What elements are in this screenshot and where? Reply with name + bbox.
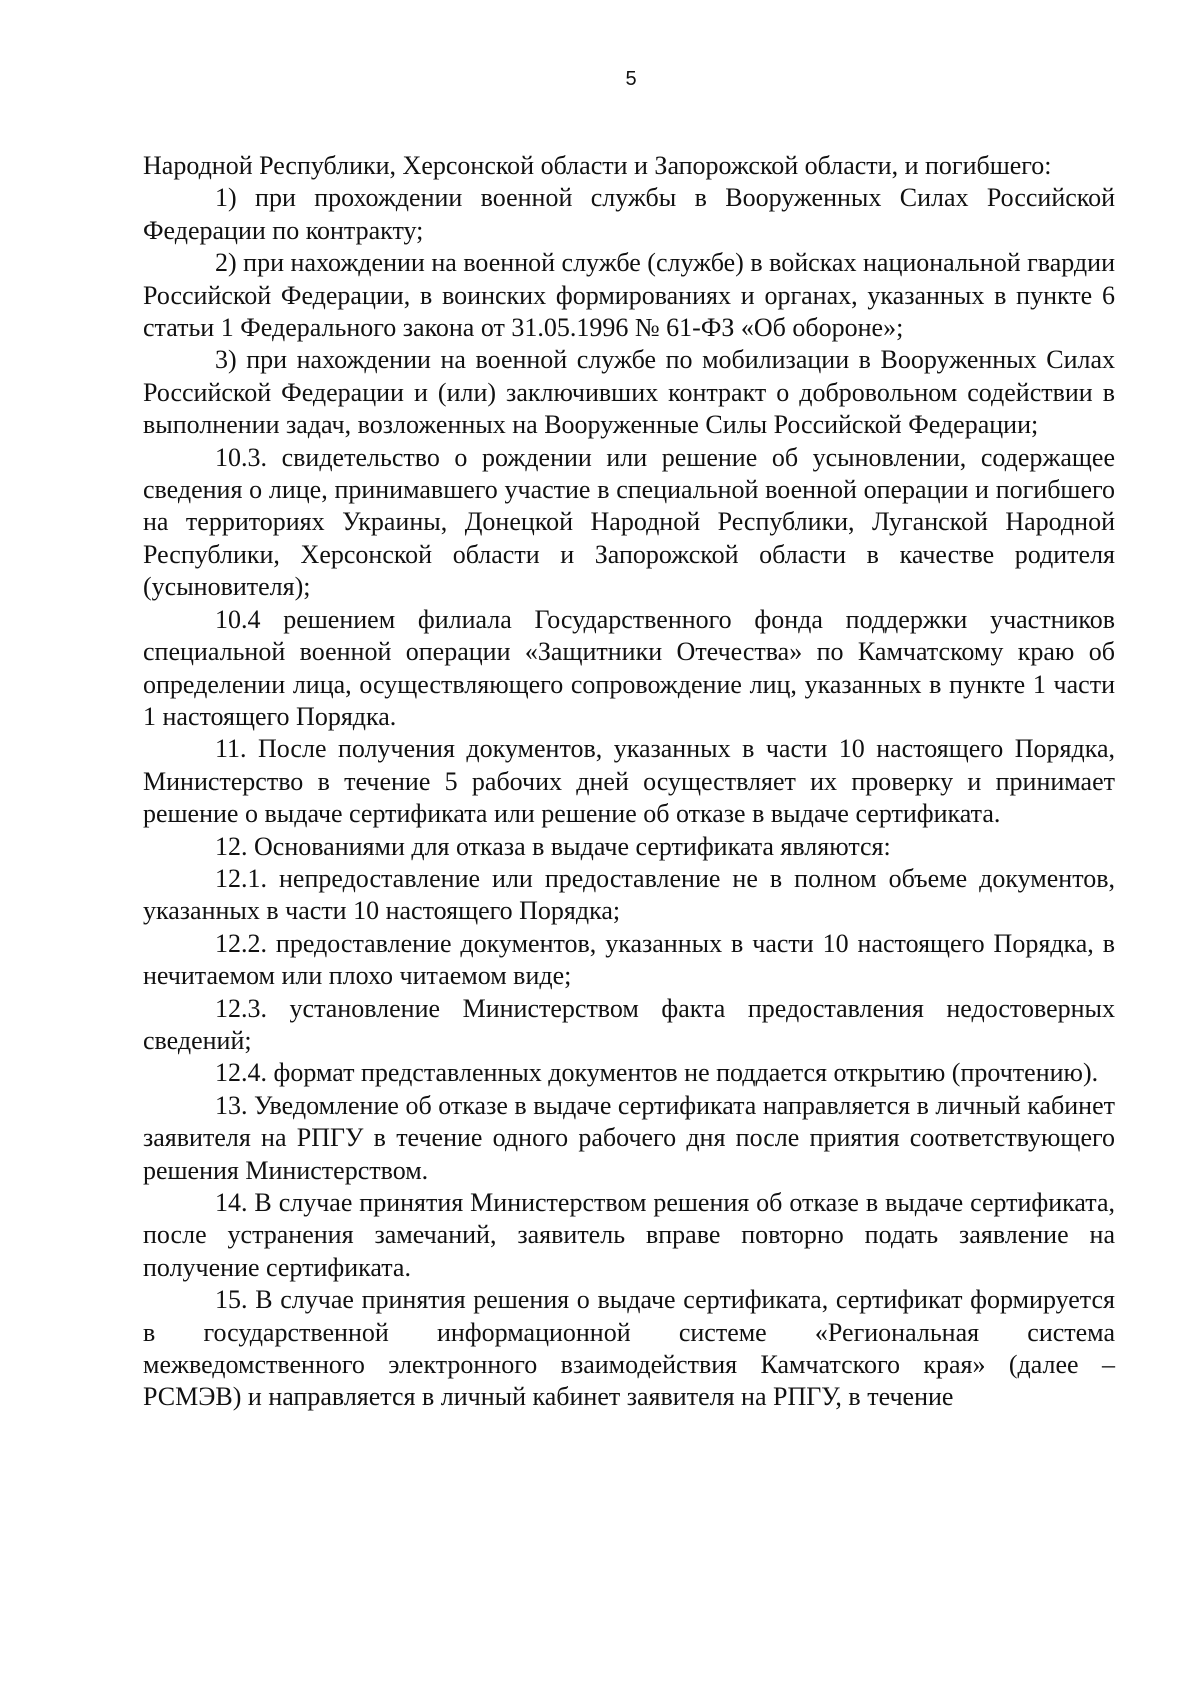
paragraph-10-4: 10.4 решением филиала Государственного фонда поддержки участников специальной военной операции «Защитники Отечества» по Камчатскому краю об определении лица, осуществляющего сопровождение лиц, указанных в пункте 1 части 1 настоящего Порядка.: [143, 604, 1115, 731]
paragraph-continuation: Народной Республики, Херсонской области и Запорожской области, и погибшего:: [143, 151, 1052, 180]
paragraph-13: 13. Уведомление об отказе в выдаче сертификата направляется в личный кабинет заявителя на РПГУ в течение одного рабочего дня после приятия соответствующего решения Министерством.: [143, 1090, 1115, 1185]
paragraph-10-3: 10.3. свидетельство о рождении или решение об усыновлении, содержащее сведения о лице, принимавшего участие в специальной военной операции и погибшего на территориях Украины, Донецкой Народной Республики, Луганской Народной Республики, Херсонской области и Запорожской области в качестве родителя (усыновителя);: [143, 442, 1115, 602]
paragraph-item-3: 3) при нахождении на военной службе по мобилизации в Вооруженных Силах Российской Федерации и (или) заключивших контракт о добровольном содействии в выполнении задач, возложенных на Вооруженные Силы Российской Федерации;: [143, 345, 1115, 440]
paragraph-12-2: 12.2. предоставление документов, указанных в части 10 настоящего Порядка, в нечитаемом или плохо читаемом виде;: [143, 928, 1115, 991]
paragraph-14: 14. В случае принятия Министерством решения об отказе в выдаче сертификата, после устранения замечаний, заявитель вправе повторно подать заявление на получение сертификата.: [143, 1188, 1115, 1282]
paragraph-12: 12. Основаниями для отказа в выдаче сертификата являются:: [215, 831, 891, 861]
paragraph-15: 15. В случае принятия решения о выдаче сертификата, сертификат формируется в государственной информационной системе «Региональная система межведомственного электронного взаимодействия Камчатского края» (далее – РСМЭВ) и направляется в личный кабинет заявителя на РПГУ, в течение: [143, 1285, 1115, 1412]
paragraph-item-1: 1) при прохождении военной службы в Вооруженных Силах Российской Федерации по контракту;: [143, 183, 1115, 245]
paragraph-12-1: 12.1. непредоставление или предоставление не в полном объеме документов, указанных в части 10 настоящего Порядка;: [143, 863, 1115, 926]
paragraph-12-4: 12.4. формат представленных документов не поддается открытию (прочтению).: [215, 1058, 1099, 1088]
page-number: 5: [625, 68, 637, 90]
paragraph-12-3: 12.3. установление Министерством факта предоставления недостоверных сведений;: [143, 993, 1115, 1055]
document-body: [143, 150, 1115, 1414]
paragraph-item-2: 2) при нахождении на военной службе (службе) в войсках национальной гвардии Российской Федерации, в воинских формированиях и органах, указанных в пункте 6 статьи 1 Федерального закона от 31.05.1996 № 61-ФЗ «Об обороне»;: [143, 248, 1115, 343]
paragraph-11: 11. После получения документов, указанных в части 10 настоящего Порядка, Министерство в течение 5 рабочих дней осуществляет их проверку и принимает решение о выдаче сертификата или решение об отказе в выдаче сертификата.: [143, 734, 1115, 829]
